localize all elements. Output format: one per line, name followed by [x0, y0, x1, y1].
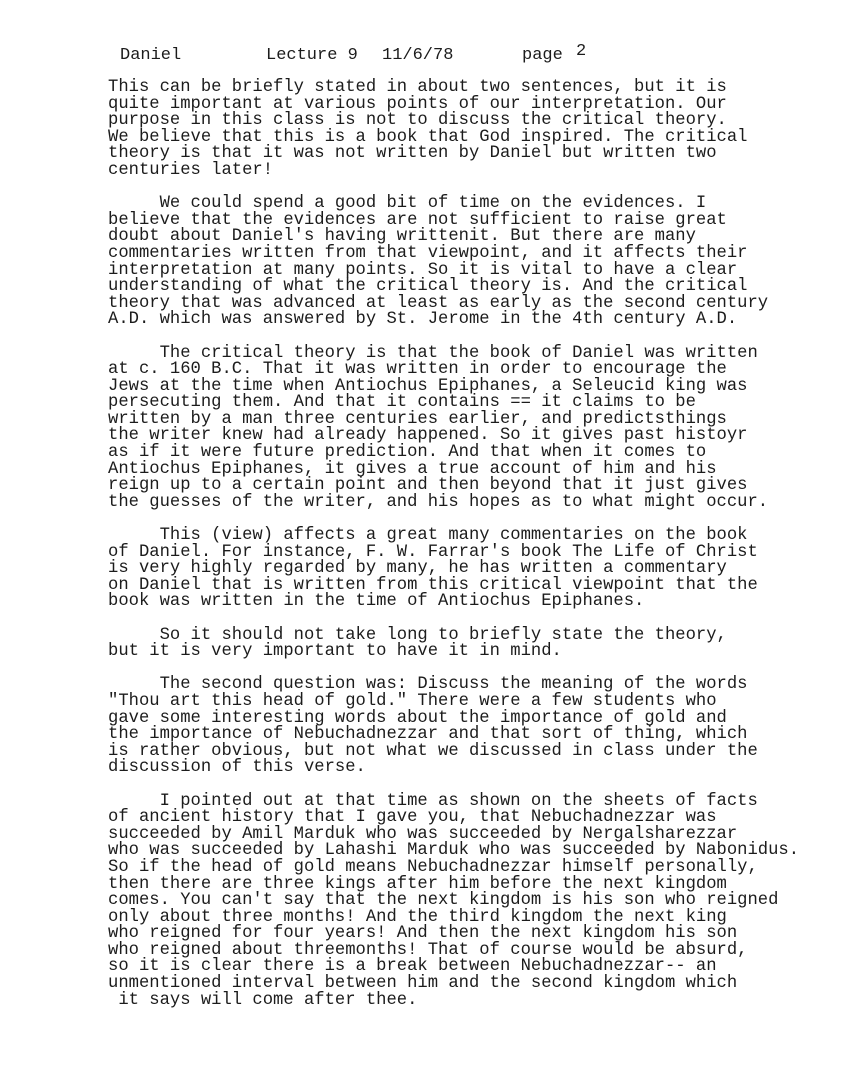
text-line: but it is very important to have it in mind. — [108, 642, 562, 662]
text-line: written by a man three centuries earlier, and predictsthings — [108, 409, 727, 429]
text-line: We could spend a good bit of time on the evidences. I — [108, 194, 707, 214]
header-page-number: 2 — [576, 42, 587, 61]
text-line: of ancient history that I gave you, that Nebuchadnezzar was — [108, 808, 717, 828]
text-line: who reigned about threemonths! That of course would be absurd, — [108, 940, 748, 960]
header-title: Daniel — [120, 46, 182, 65]
text-line: theory that was advanced at least as early as the second century — [108, 293, 769, 313]
text-line: unmentioned interval between him and the second kingdom which — [108, 974, 738, 994]
text-line: gave some interesting words about the importance of gold and — [108, 708, 727, 728]
text-line: is very highly regarded by many, he has written a commentary — [108, 559, 727, 579]
header-page-label: page — [522, 46, 563, 65]
paragraph — [108, 791, 800, 1010]
text-line: I pointed out at that time as shown on the sheets of facts — [108, 791, 758, 811]
text-line: interpretation at many points. So it is vital to have a clear — [108, 260, 738, 280]
text-line: We believe that this is a book that God inspired. The critical — [108, 127, 748, 147]
text-line: So it should not take long to briefly state the theory, — [108, 625, 727, 645]
text-line: discussion of this verse. — [108, 758, 366, 778]
text-line: at c. 160 B.C. That it was written in order to encourage the — [108, 360, 727, 380]
text-line: quite important at various points of our interpretation. Our — [108, 94, 727, 114]
paragraph — [108, 196, 799, 329]
text-line: is rather obvious, but not what we discussed in class under the — [108, 741, 758, 761]
header-lecture: Lecture 9 — [266, 46, 358, 65]
text-line: comes. You can't say that the next kingdom is his son who reigned — [108, 891, 779, 911]
text-line: "Thou art this head of gold." There were a few students who — [108, 691, 717, 711]
text-line: A.D. which was answered by St. Jerome in the 4th century A.D. — [108, 310, 738, 330]
text-line: only about three months! And the third kingdom the next king — [108, 907, 727, 927]
text-line: reign up to a certain point and then beyond that it just gives — [108, 476, 748, 496]
text-line: The critical theory is that the book of Daniel was written — [108, 343, 758, 363]
text-line: who reigned for four years! And then the next kingdom his son — [108, 924, 738, 944]
text-line: book was written in the time of Antiochus Epiphanes. — [108, 592, 645, 612]
text-line: doubt about Daniel's having writtenit. But there are many — [108, 227, 696, 247]
text-line: This can be briefly stated in about two sentences, but it is — [108, 78, 727, 97]
text-line: as if it were future prediction. And that when it comes to — [108, 443, 707, 463]
text-line: centuries later! — [108, 160, 274, 180]
paragraph — [108, 528, 799, 611]
text-line: persecuting them. And that it contains == it claims to be — [108, 393, 696, 413]
text-line: then there are three kings after him before the next kingdom — [108, 874, 727, 894]
text-line: believe that the evidences are not sufficient to raise great — [108, 210, 727, 230]
text-line: the guesses of the writer, and his hopes as to what might occur. — [108, 492, 769, 512]
text-line: theory is that it was not written by Daniel but written two — [108, 144, 717, 164]
text-line: who was succeeded by Lahashi Marduk who was succeeded by Nabonidus. — [108, 841, 800, 861]
text-line: it says will come after thee. — [108, 990, 418, 1010]
header-date: 11/6/78 — [382, 46, 454, 65]
text-line: Antiochus Epiphanes, it gives a true account of him and his — [108, 459, 717, 479]
text-line: succeeded by Amil Marduk who was succeeded by Nergalsharezzar — [108, 824, 738, 844]
text-line: So if the head of gold means Nebuchadnezzar himself personally, — [108, 857, 758, 877]
document-body — [108, 80, 799, 1026]
paragraph — [108, 343, 799, 512]
text-line: of Daniel. For instance, F. W. Farrar's book The Life of Christ — [108, 542, 758, 562]
text-line: so it is clear there is a break between Nebuchadnezzar-- an — [108, 957, 717, 977]
text-line: This (view) affects a great many commentaries on the book — [108, 526, 748, 546]
text-line: purpose in this class is not to discuss the critical theory. — [108, 111, 727, 131]
text-line: The second question was: Discuss the meaning of the words — [108, 675, 748, 695]
text-line: on Daniel that is written from this critical viewpoint that the — [108, 575, 758, 595]
text-line: understanding of what the critical theory is. And the critical — [108, 277, 748, 297]
text-line: the importance of Nebuchadnezzar and that sort of thing, which — [108, 725, 748, 745]
text-line: commentaries written from that viewpoint, and it affects their — [108, 243, 748, 263]
text-line: the writer knew had already happened. So it gives past histoyr — [108, 426, 748, 446]
paragraph — [108, 80, 799, 180]
paragraph — [108, 677, 799, 777]
paragraph — [108, 625, 799, 662]
text-line: Jews at the time when Antiochus Epiphanes, a Seleucid king was — [108, 376, 748, 396]
